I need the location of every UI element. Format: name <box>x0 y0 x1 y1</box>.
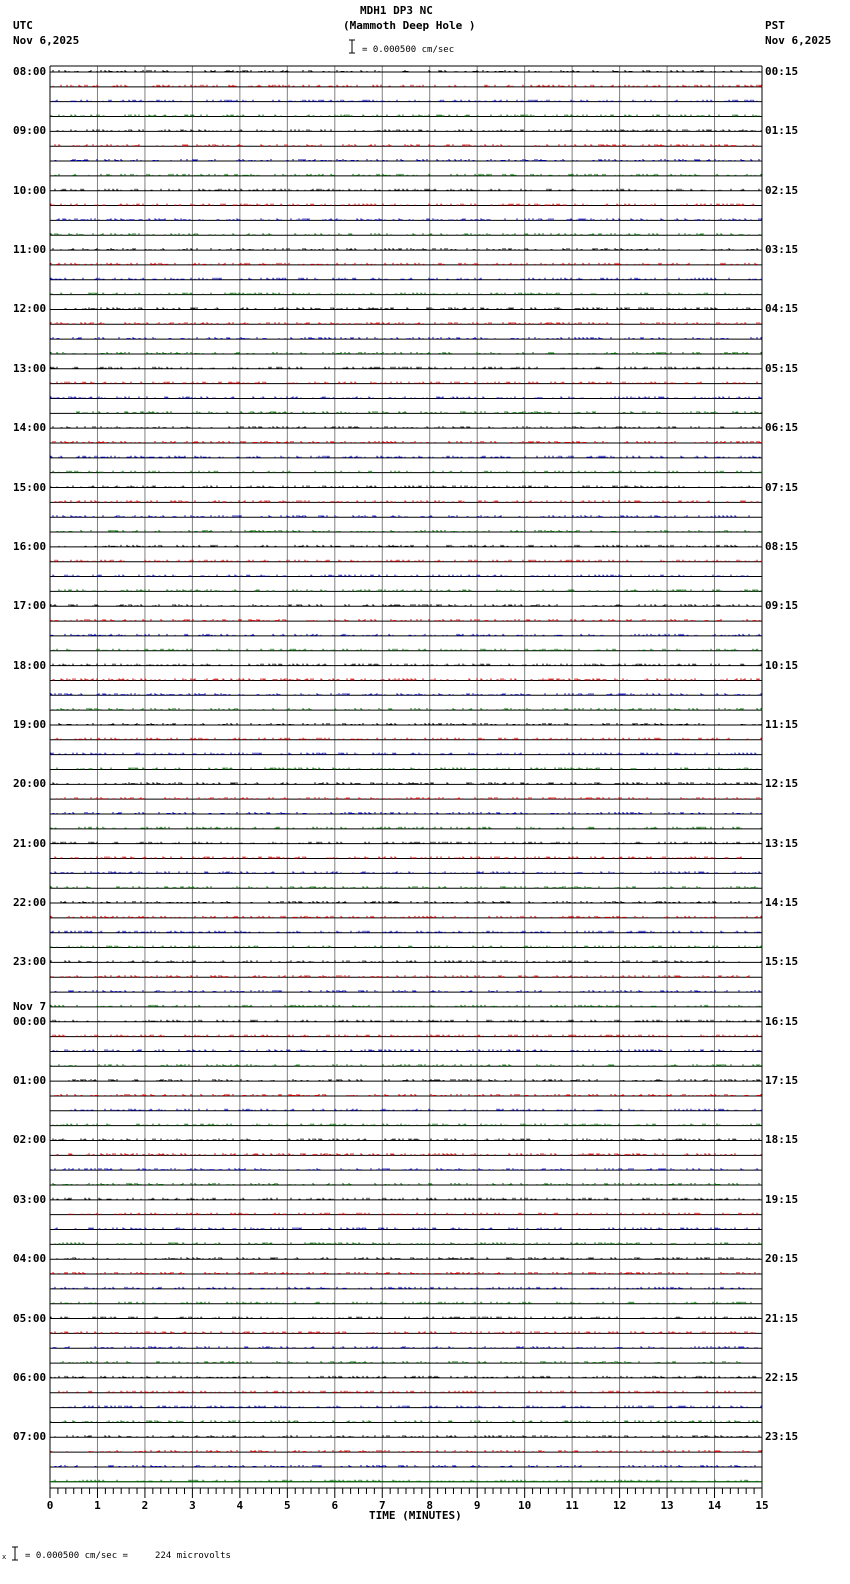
x-tick-label: 7 <box>378 1499 386 1512</box>
pst-hour-label: 19:15 <box>765 1192 799 1206</box>
x-tick-label: 0 <box>46 1499 54 1512</box>
x-tick-label: 14 <box>707 1499 722 1512</box>
utc-hour-label: 05:00 <box>13 1311 47 1325</box>
x-tick-label: 3 <box>189 1499 196 1512</box>
scale-text: = 0.000500 cm/sec <box>362 45 455 55</box>
utc-hour-label: 20:00 <box>13 777 47 791</box>
utc-hour-label: 16:00 <box>13 539 47 553</box>
pst-hour-label: 13:15 <box>765 836 799 850</box>
utc-hour-label: 04:00 <box>13 1252 47 1266</box>
right-timezone: PST <box>765 19 785 32</box>
utc-hour-label: 15:00 <box>13 480 47 494</box>
pst-hour-label: 16:15 <box>765 1014 799 1028</box>
x-tick-label: 15 <box>755 1499 769 1512</box>
utc-hour-label: 18:00 <box>13 658 47 672</box>
utc-hour-label: 03:00 <box>13 1192 47 1206</box>
x-tick-label: 11 <box>565 1499 579 1512</box>
x-tick-label: 8 <box>426 1499 434 1512</box>
x-tick-label: 9 <box>473 1499 481 1512</box>
utc-hour-label: 02:00 <box>13 1133 47 1147</box>
pst-hour-label: 00:15 <box>765 65 799 78</box>
footer-scale-text: = 0.000500 cm/sec = 224 microvolts <box>25 1551 231 1561</box>
pst-hour-label: 01:15 <box>765 124 799 138</box>
utc-hour-label: 01:00 <box>13 1074 47 1088</box>
utc-hour-label: 09:00 <box>13 124 47 138</box>
pst-hour-label: 07:15 <box>765 480 799 494</box>
pst-hour-label: 12:15 <box>765 777 799 791</box>
x-tick-label: 13 <box>660 1499 674 1512</box>
pst-hour-label: 04:15 <box>765 302 799 316</box>
pst-hour-label: 03:15 <box>765 243 799 257</box>
utc-hour-label: 19:00 <box>13 717 47 731</box>
footer-scale-bar-icon <box>11 1546 19 1562</box>
utc-hour-label: 08:00 <box>13 65 47 78</box>
utc-hour-label: 00:00 <box>13 1014 47 1028</box>
pst-hour-label: 18:15 <box>765 1133 799 1147</box>
x-tick-label: 2 <box>141 1499 149 1512</box>
x-tick-label: 1 <box>94 1499 101 1512</box>
utc-hour-label: 21:00 <box>13 836 47 850</box>
utc-hour-label: 23:00 <box>13 955 47 969</box>
x-tick-label: 10 <box>518 1499 532 1512</box>
left-date: Nov 6,2025 <box>13 34 80 47</box>
x-tick-label: 12 <box>612 1499 627 1512</box>
utc-hour-label: 17:00 <box>13 599 47 613</box>
footer-scale-prefix: x <box>2 1553 7 1561</box>
station-location: (Mammoth Deep Hole ) <box>343 19 476 32</box>
utc-hour-label: 13:00 <box>13 361 47 375</box>
date-change-label: Nov 7 <box>13 999 47 1013</box>
utc-hour-label: 14:00 <box>13 421 47 435</box>
station-title: MDH1 DP3 NC <box>360 4 433 17</box>
x-tick-label: 6 <box>331 1499 339 1512</box>
left-timezone: UTC <box>13 19 33 32</box>
utc-hour-label: 11:00 <box>13 243 47 257</box>
utc-hour-label: 12:00 <box>13 302 47 316</box>
right-date: Nov 6,2025 <box>765 34 832 47</box>
pst-hour-label: 15:15 <box>765 955 799 969</box>
utc-hour-label: 07:00 <box>13 1430 47 1444</box>
pst-hour-label: 09:15 <box>765 599 799 613</box>
pst-hour-label: 10:15 <box>765 658 799 672</box>
pst-hour-label: 08:15 <box>765 539 799 553</box>
pst-hour-label: 06:15 <box>765 421 799 435</box>
x-tick-label: 5 <box>284 1499 291 1512</box>
pst-hour-label: 23:15 <box>765 1430 799 1444</box>
pst-hour-label: 20:15 <box>765 1252 799 1266</box>
pst-hour-label: 22:15 <box>765 1370 799 1384</box>
pst-hour-label: 21:15 <box>765 1311 799 1325</box>
pst-hour-label: 02:15 <box>765 183 799 197</box>
x-tick-label: 4 <box>236 1499 244 1512</box>
pst-hour-label: 11:15 <box>765 717 799 731</box>
pst-hour-label: 17:15 <box>765 1074 799 1088</box>
utc-hour-label: 06:00 <box>13 1370 47 1384</box>
x-axis-label: TIME (MINUTES) <box>369 1509 462 1522</box>
pst-hour-label: 05:15 <box>765 361 799 375</box>
utc-hour-label: 10:00 <box>13 183 47 197</box>
utc-hour-label: 22:00 <box>13 896 47 910</box>
pst-hour-label: 14:15 <box>765 896 799 910</box>
